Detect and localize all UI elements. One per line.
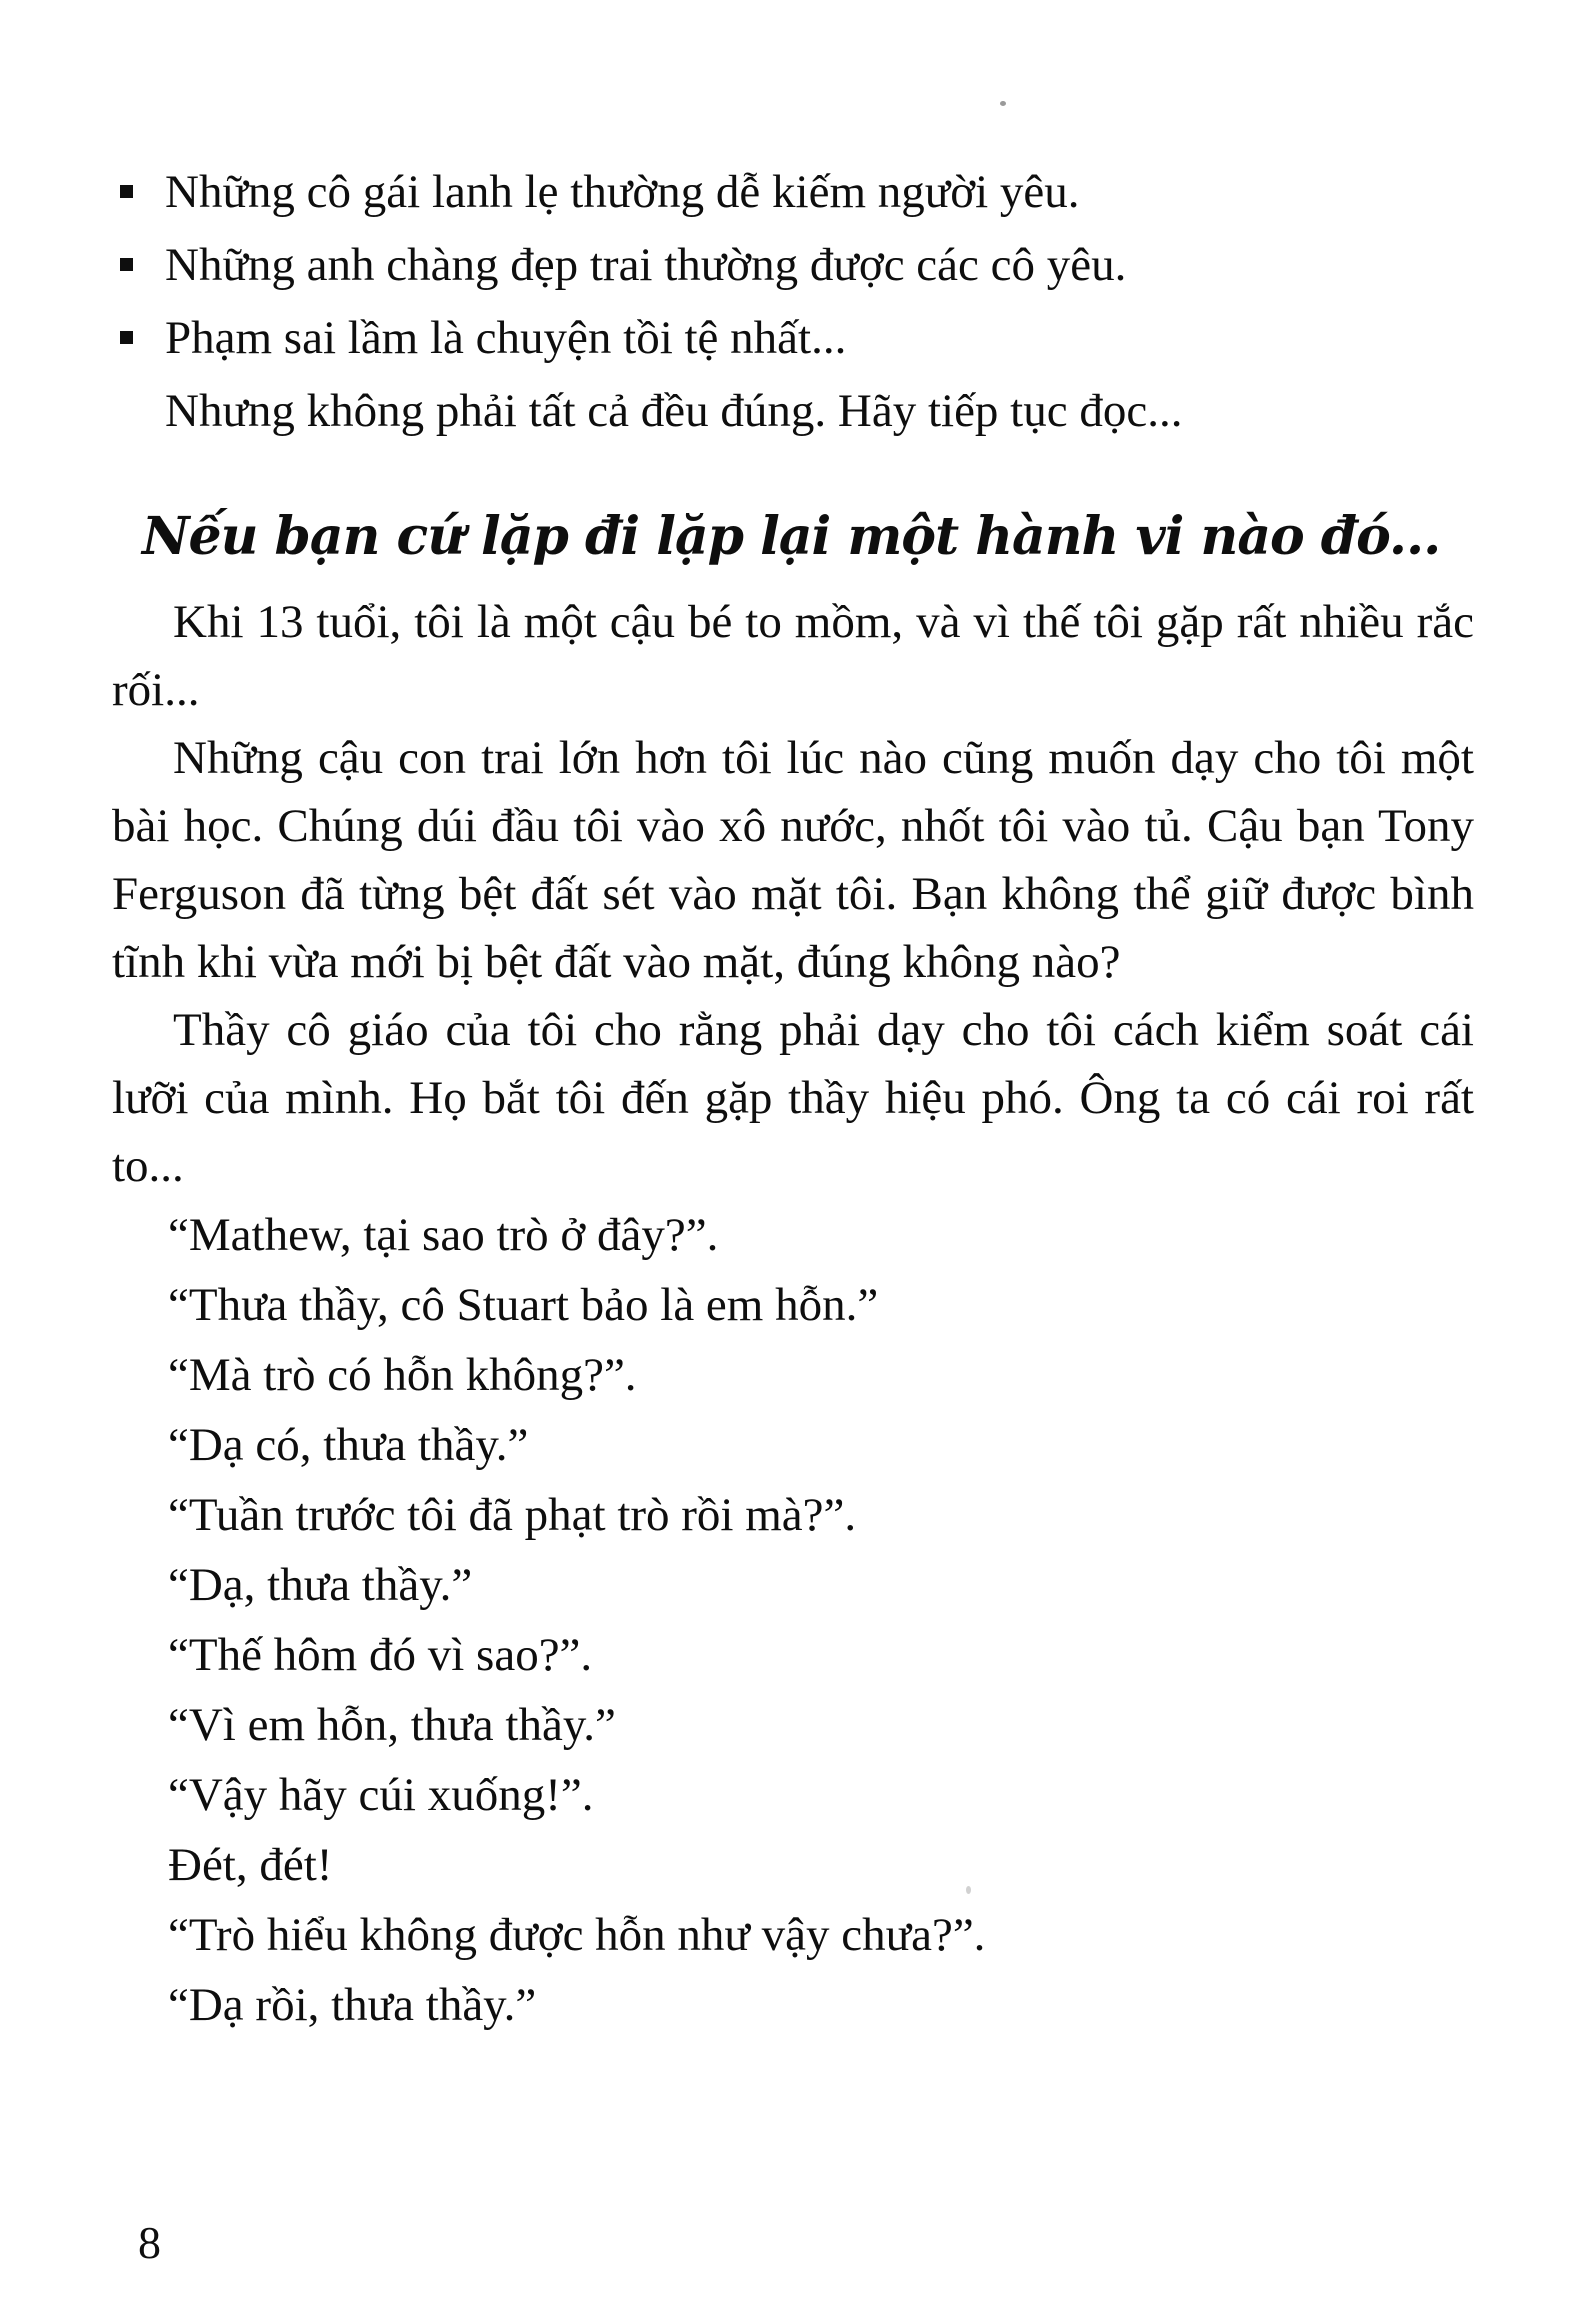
dialogue-line: “Trò hiểu không được hỗn như vậy chưa?”. bbox=[168, 1909, 986, 1961]
dialogue-line: “Vì em hỗn, thưa thầy.” bbox=[168, 1699, 616, 1751]
paragraph: Những cậu con trai lớn hơn tôi lúc nào cũng muốn dạy cho tôi một bài học. Chúng dúi đầu tôi vào xô nước, nhốt tôi vào tủ. Cậu bạn Tony Ferguson đã từng bệt đất sét vào mặt tôi. Bạn không thể giữ được bình tĩnh khi vừa mới bị bệt đất vào mặt, đúng không nào? bbox=[112, 732, 1474, 988]
bullet-followup-text: Nhưng không phải tất cả đều đúng. Hãy tiếp tục đọc... bbox=[165, 385, 1183, 437]
scan-artifact bbox=[966, 1886, 971, 1894]
square-bullet-icon bbox=[120, 331, 133, 344]
list-item bbox=[112, 229, 1474, 302]
square-bullet-icon bbox=[120, 185, 133, 198]
dialogue-line: “Dạ rồi, thưa thầy.” bbox=[168, 1979, 537, 2031]
dialogue-line: Đét, đét! bbox=[168, 1839, 333, 1891]
bullet-text: Những cô gái lanh lẹ thường dễ kiếm người yêu. bbox=[165, 166, 1080, 218]
dialogue-line: “Tuần trước tôi đã phạt trò rồi mà?”. bbox=[168, 1489, 857, 1541]
bullet-text: Những anh chàng đẹp trai thường được các cô yêu. bbox=[165, 239, 1127, 291]
bullet-list bbox=[112, 156, 1474, 375]
dialogue-line: “Dạ có, thưa thầy.” bbox=[168, 1419, 529, 1471]
paragraph: Thầy cô giáo của tôi cho rằng phải dạy cho tôi cách kiểm soát cái lưỡi của mình. Họ bắt tôi đến gặp thầy hiệu phó. Ông ta có cái roi rất to... bbox=[112, 1004, 1474, 1192]
list-item bbox=[112, 302, 1474, 375]
dialogue-line: “Dạ, thưa thầy.” bbox=[168, 1559, 473, 1611]
dialogue-line: “Thế hôm đó vì sao?”. bbox=[168, 1629, 593, 1681]
bullet-text: Phạm sai lầm là chuyện tồi tệ nhất... bbox=[165, 312, 847, 364]
dialogue-line: “Thưa thầy, cô Stuart bảo là em hỗn.” bbox=[168, 1279, 879, 1331]
square-bullet-icon bbox=[120, 258, 133, 271]
page-number: 8 bbox=[138, 2217, 161, 2268]
scan-artifact bbox=[1000, 101, 1006, 106]
dialogue-line: “Mà trò có hỗn không?”. bbox=[168, 1349, 637, 1401]
section-heading: Nếu bạn cứ lặp đi lặp lại một hành vi nào đó... bbox=[142, 506, 1441, 567]
paragraph: Khi 13 tuổi, tôi là một cậu bé to mồm, và vì thế tôi gặp rất nhiều rắc rối... bbox=[112, 596, 1474, 716]
dialogue-line: “Mathew, tại sao trò ở đây?”. bbox=[168, 1209, 719, 1261]
text-block bbox=[112, 156, 1474, 2040]
list-item bbox=[112, 156, 1474, 229]
dialogue-line: “Vậy hãy cúi xuống!”. bbox=[168, 1769, 594, 1821]
